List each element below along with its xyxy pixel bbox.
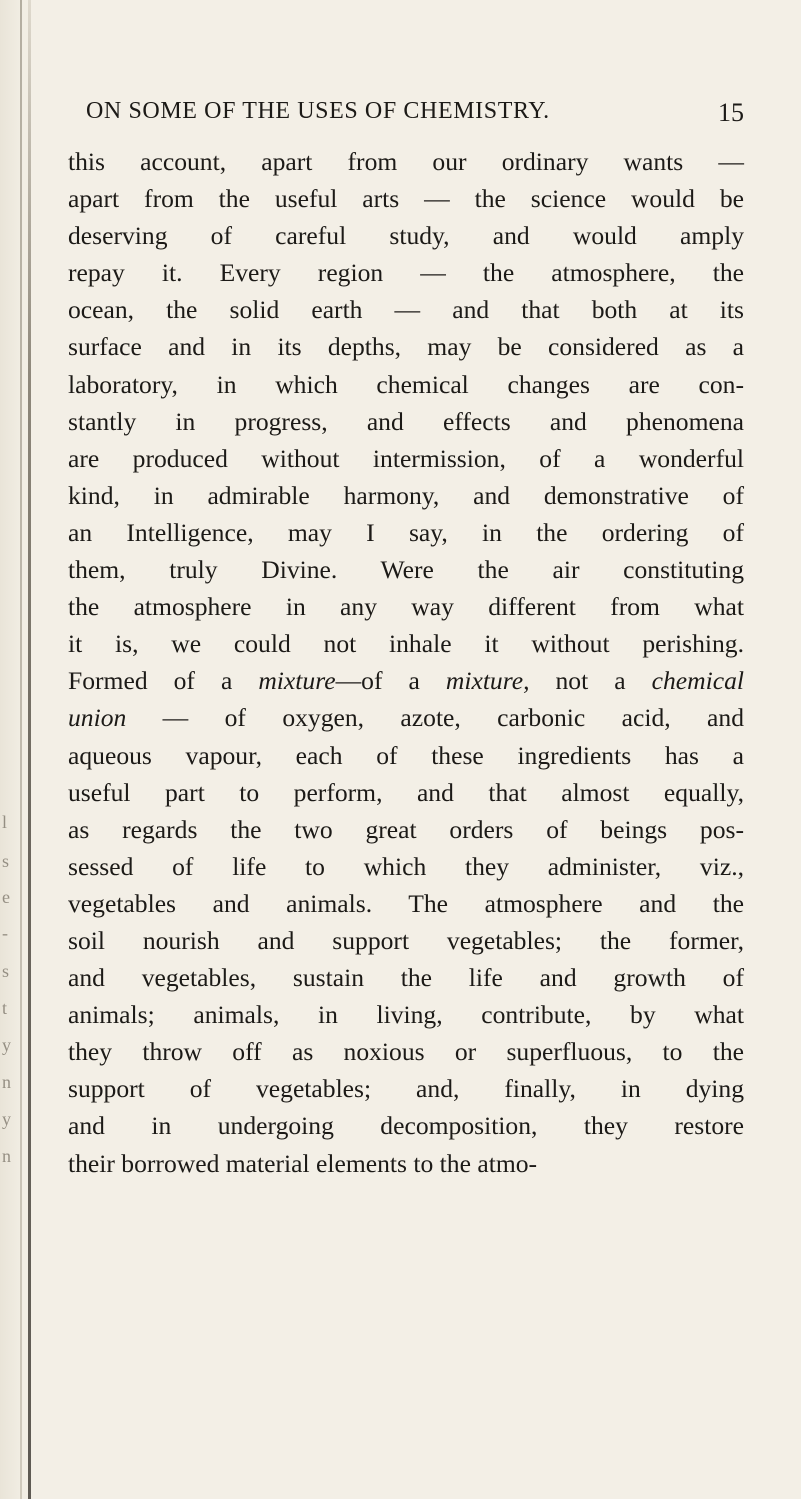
margin-mark: s [2,851,10,871]
margin-mark: n [2,1072,11,1092]
text-line: laboratory, in which chemical changes are con- [68,369,744,399]
text-line: they throw off as noxious or superfluous, to the [68,1037,744,1067]
text-line: apart from the useful arts — the science would be [68,184,744,214]
body-text [68,143,744,1182]
binding-edge-shadow [20,0,22,1499]
text-line: this account, apart from our ordinary wants — [68,147,744,176]
text-line: an Intelligence, may I say, in the ordering of [68,517,744,547]
text-line: vegetables and animals. The atmosphere and the [68,888,744,918]
text-line: and vegetables, sustain the life and growth of [68,963,744,993]
italic-union: union [68,703,127,733]
text-line: the atmosphere in any way different from what [68,592,744,622]
margin-mark: l [2,812,8,832]
margin-mark: s [2,961,10,981]
margin-mark: y [2,1109,11,1129]
text-line [68,699,744,736]
running-header [86,98,744,138]
text-line: useful part to perform, and that almost equally, [68,777,744,807]
text-line: repay it. Every region — the atmosphere, the [68,258,744,288]
italic-chemical: chemical [651,666,744,696]
binding-edge-line [28,0,31,1499]
text-line: soil nourish and support vegetables; the former, [68,925,744,955]
text-line: sessed of life to which they administer, viz., [68,851,744,881]
text-line: surface and in its depths, may be considered as a [68,332,744,362]
text-line: deserving of careful study, and would amply [68,221,744,251]
margin-mark: - [2,923,8,943]
text-line: as regards the two great orders of beings pos- [68,814,744,844]
facing-page-margin [0,0,18,1499]
text-line: are produced without intermission, of a wonderful [68,443,744,473]
italic-mixture: mixture [258,666,336,696]
text-run: —of a [335,666,446,696]
margin-mark: t [2,998,8,1018]
text-run: not a [529,666,652,696]
text-run: Formed of a [68,666,259,696]
text-line: them, truly Divine. Were the air constituting [68,555,744,585]
text-line: their borrowed material elements to the atmo- [68,1148,538,1178]
page-number: 15 [718,98,744,127]
running-title: ON SOME OF THE USES OF CHEMISTRY. [86,98,550,124]
text-line: support of vegetables; and, finally, in dying [68,1074,744,1104]
margin-mark: n [2,1146,11,1166]
margin-mark: y [2,1035,11,1055]
italic-mixture: mixture, [445,666,530,696]
text-line: and in undergoing decomposition, they restore [68,1111,744,1141]
margin-mark: e [2,887,10,907]
text-line: animals; animals, in living, contribute, by what [68,1000,744,1030]
text-line: stantly in progress, and effects and phenomena [68,406,744,436]
text-line: it is, we could not inhale it without perishing. [68,629,744,659]
text-line [68,662,744,699]
text-line: kind, in admirable harmony, and demonstrative of [68,480,744,510]
text-line: aqueous vapour, each of these ingredients has a [68,740,744,770]
text-line: ocean, the solid earth — and that both at its [68,295,744,325]
text-run: — of oxygen, azote, carbonic acid, and [126,703,744,733]
